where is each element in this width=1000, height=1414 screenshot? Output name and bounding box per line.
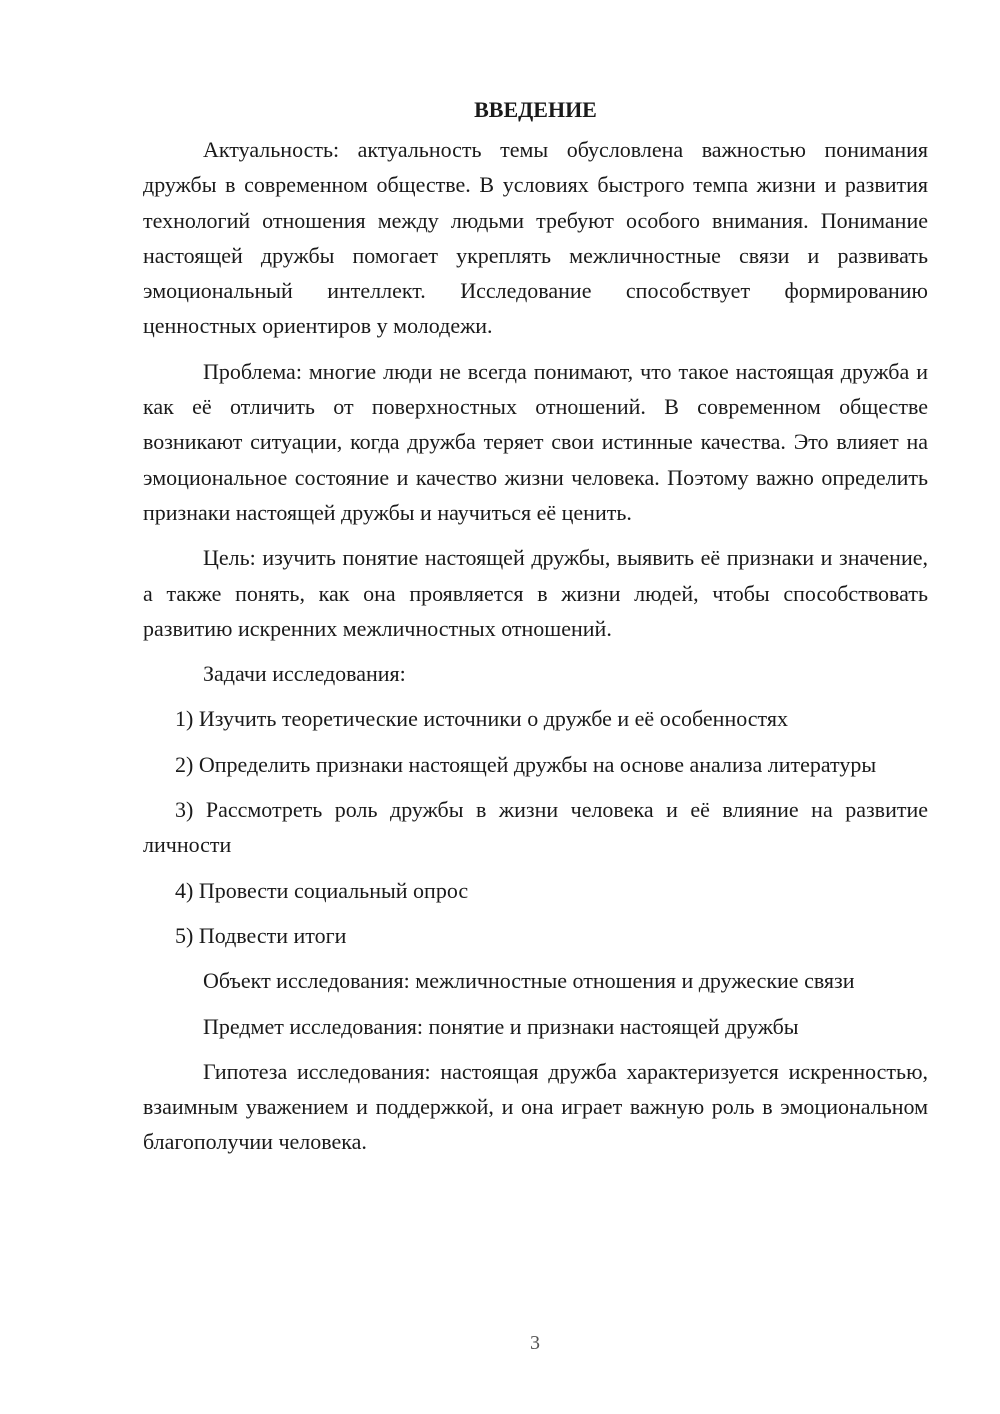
document-page — [143, 92, 928, 1170]
relevance-paragraph: Актуальность: актуальность темы обусловлена важностью понимания дружбы в современном обществе. В условиях быстрого темпа жизни и развития технологий отношения между людьми требуют особого внимания. Понимание настоящей дружбы помогает укреплять межличностные связи и развивать эмоциональный интеллект. Исследование способствует формированию ценностных ориентиров у молодежи. — [143, 137, 928, 339]
page-title: ВВЕДЕНИЕ — [474, 97, 597, 122]
object-paragraph: Объект исследования: межличностные отношения и дружеские связи — [203, 968, 855, 994]
page-number: 3 — [530, 1332, 540, 1354]
subject-paragraph: Предмет исследования: понятие и признаки настоящей дружбы — [203, 1013, 799, 1039]
task-item: 5) Подвести итоги — [175, 922, 347, 948]
task-item: 1) Изучить теоретические источники о дружбе и её особенностях — [175, 706, 788, 732]
problem-paragraph: Проблема: многие люди не всегда понимают, что такое настоящая дружба и как её отличить от поверхностных отношений. В современном обществе возникают ситуации, когда дружба теряет свои истинные качества. Это влияет на эмоциональное состояние и качество жизни человека. Поэтому важно определить признаки настоящей дружбы и научиться её ценить. — [143, 358, 928, 525]
goal-paragraph: Цель: изучить понятие настоящей дружбы, выявить её признаки и значение, а также понять, как она проявляется в жизни людей, чтобы способствовать развитию искренних межличностных отношений. — [143, 545, 928, 641]
task-item: 2) Определить признаки настоящей дружбы на основе анализа литературы — [175, 751, 877, 777]
task-item: 3) Рассмотреть роль дружбы в жизни человека и её влияние на развитие личности — [143, 797, 928, 858]
task-item: 4) Провести социальный опрос — [175, 877, 469, 903]
tasks-heading: Задачи исследования: — [203, 661, 406, 687]
hypothesis-paragraph: Гипотеза исследования: настоящая дружба характеризуется искренностью, взаимным уважением и поддержкой, и она играет важную роль в эмоциональном благополучии человека. — [143, 1058, 928, 1155]
